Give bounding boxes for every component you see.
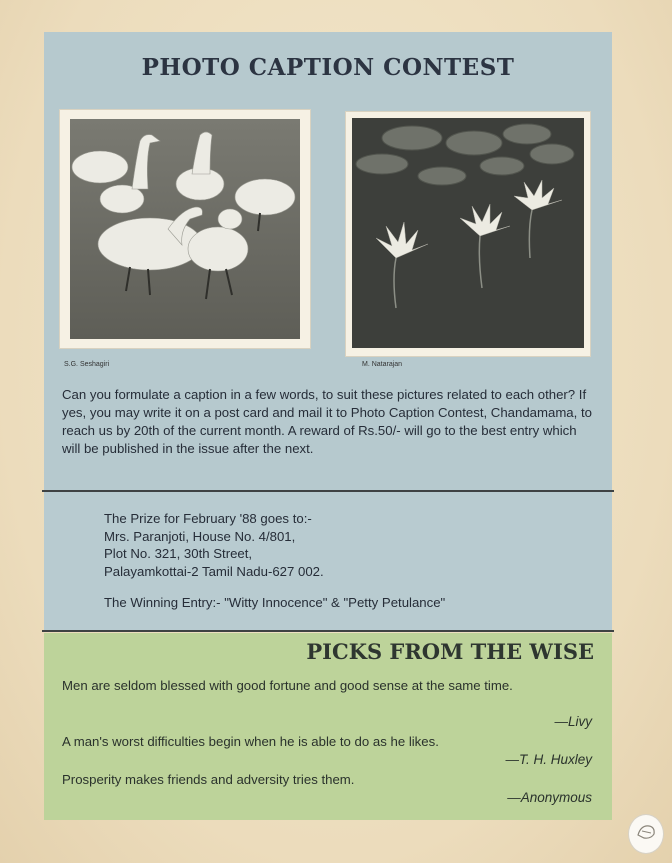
picks-from-the-wise xyxy=(44,633,612,820)
prize-line: Mrs. Paranjoti, House No. 4/801, xyxy=(104,528,296,544)
logo-emblem-icon xyxy=(629,815,663,853)
prize-line: The Prize for February '88 goes to:- xyxy=(104,511,312,526)
quote-author: —T. H. Huxley xyxy=(505,752,592,767)
lilies-illustration xyxy=(352,118,584,348)
prize-winner-address xyxy=(104,510,324,580)
water-lilies-photo xyxy=(346,112,590,356)
quote-author: —Livy xyxy=(554,714,592,729)
publisher-logo-icon xyxy=(628,814,664,854)
photo-caption-contest xyxy=(44,32,612,490)
geese-photo xyxy=(60,110,310,348)
section-divider xyxy=(42,630,614,632)
quote-author: —Anonymous xyxy=(507,790,592,805)
quote-text: Prosperity makes friends and adversity tries them. xyxy=(62,772,355,787)
picks-title: PICKS FROM THE WISE xyxy=(306,639,594,664)
quote-text: Men are seldom blessed with good fortune and good sense at the same time. xyxy=(62,678,513,693)
quote-text: A man's worst difficulties begin when he is able to do as he likes. xyxy=(62,734,439,749)
content-panel xyxy=(44,32,612,820)
prize-line: Plot No. 321, 30th Street, xyxy=(104,546,253,561)
winning-entry: The Winning Entry:- "Witty Innocence" & "Petty Petulance" xyxy=(104,595,446,610)
prize-line: Palayamkottai-2 Tamil Nadu-627 002. xyxy=(104,563,324,579)
photo-credit-left: S.G. Seshagiri xyxy=(64,361,110,368)
geese-illustration xyxy=(70,119,300,339)
contest-instructions: Can you formulate a caption in a few words, to suit these pictures related to each other? If yes, you may write it on a post card and mail it to Photo Caption Contest, Chandamama, to reach us by 20th of the current month. A reward of Rs.50/- will go to the best entry which will be published in the issue after the next. xyxy=(62,387,592,456)
photo-credit-right: M. Natarajan xyxy=(362,361,403,368)
contest-title: PHOTO CAPTION CONTEST xyxy=(141,54,515,81)
prize-announcement xyxy=(44,492,612,630)
